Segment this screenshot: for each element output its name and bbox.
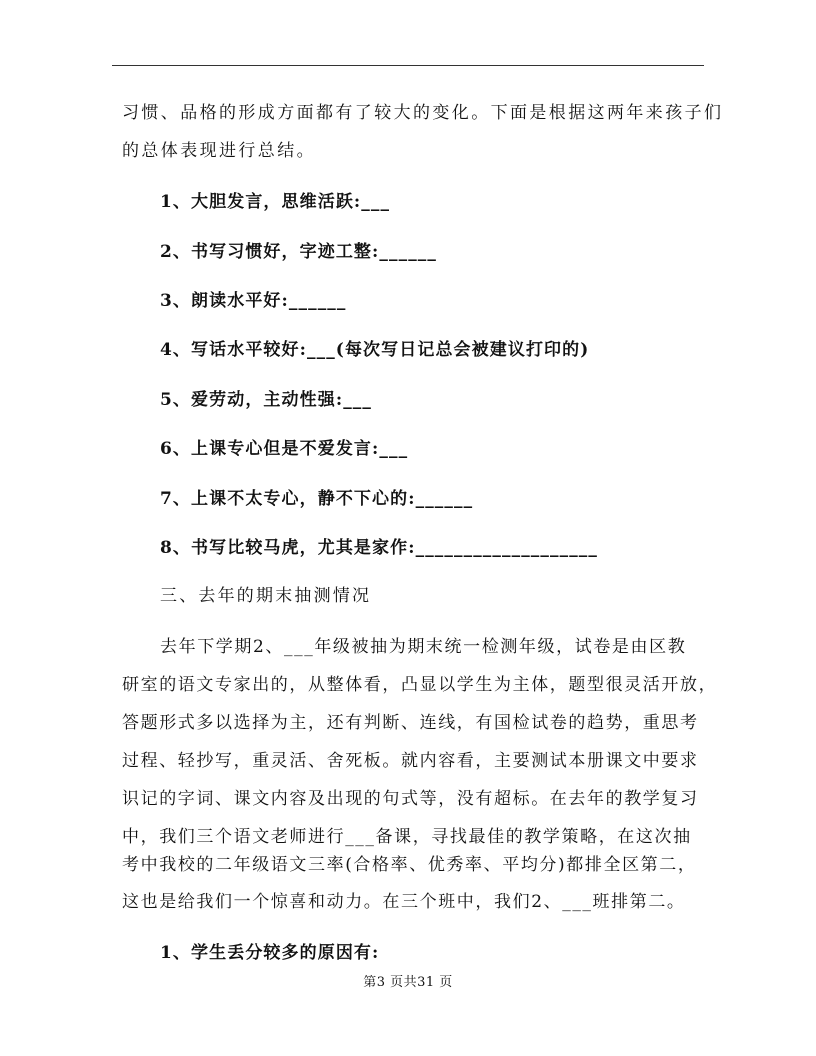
subheading: 1、学生丢分较多的原因有: [160, 943, 380, 963]
intro-line-1: 习惯、品格的形成方面都有了较大的变化。下面是根据这两年来孩子们 [122, 103, 724, 123]
list-item-2: 2、书写习惯好，字迹工整:______ [160, 242, 438, 262]
paragraph-line-8: 这也是给我们一个惊喜和动力。在三个班中，我们2、___班排第二。 [122, 892, 686, 912]
paragraph-line-3: 答题形式多以选择为主，还有判断、连线，有国检试卷的趋势，重思考 [122, 713, 699, 733]
list-item-3: 3、朗读水平好:______ [160, 291, 347, 311]
list-item-7: 7、上课不太专心，静不下心的:______ [160, 489, 474, 509]
page-footer: 第3 页共31 页 [363, 975, 453, 990]
paragraph-line-6: 中，我们三个语文老师进行___备课，寻找最佳的教学策略，在这次抽 [122, 827, 692, 847]
list-item-4: 4、写话水平较好:___(每次写日记总会被建议打印的) [160, 340, 590, 360]
list-item-1: 1、大胆发言，思维活跃:___ [160, 192, 391, 212]
list-item-6: 6、上课专心但是不爱发言:___ [160, 439, 409, 459]
paragraph-line-2: 研室的语文专家出的，从整体看，凸显以学生为主体，题型很灵活开放， [122, 675, 718, 695]
list-item-5: 5、爱劳动，主动性强:___ [160, 390, 373, 410]
paragraph-line-7: 考中我校的二年级语文三率(合格率、优秀率、平均分)都排全区第二， [122, 855, 697, 875]
section-title: 三、去年的期末抽测情况 [160, 586, 372, 606]
header-rule [112, 65, 704, 66]
paragraph-line-4: 过程、轻抄写，重灵活、舍死板。就内容看，主要测试本册课文中要求 [122, 751, 699, 771]
intro-line-2: 的总体表现进行总结。 [122, 141, 316, 161]
list-item-8: 8、书写比较马虎，尤其是家作:___________________ [160, 538, 599, 558]
paragraph-line-5: 识记的字词、课文内容及出现的句式等，没有超标。在去年的教学复习 [122, 789, 699, 809]
paragraph-line-1: 去年下学期2、___年级被抽为期末统一检测年级，试卷是由区教 [160, 637, 687, 657]
